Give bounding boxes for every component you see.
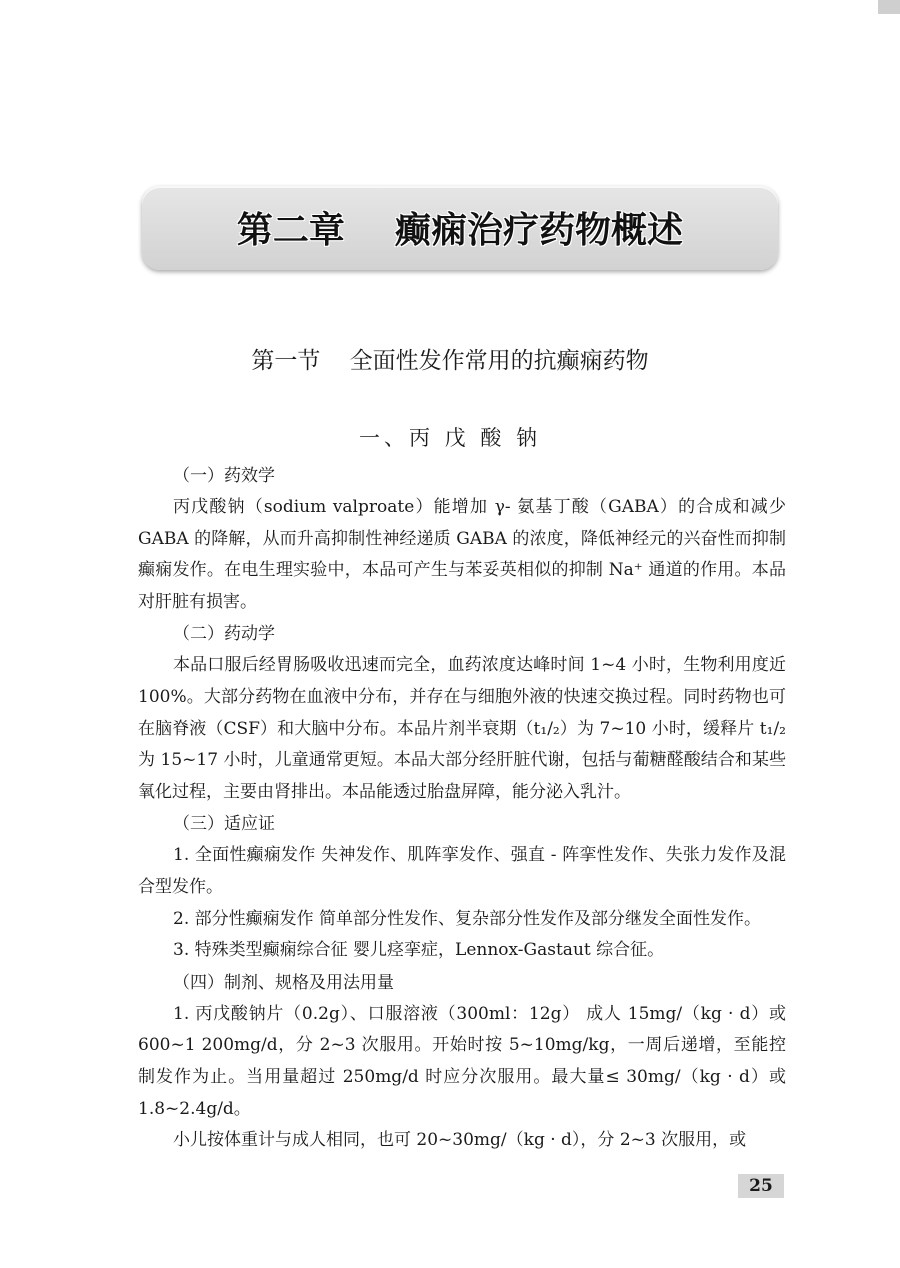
indications-heading: （三）适应证 [173, 814, 275, 835]
corner-tab-mark [878, 0, 900, 14]
dosage-item: 小儿按体重计与成人相同，也可 20~30mg/（kg · d），分 2~3 次服用，或 [173, 1130, 747, 1151]
subsection-title: 一、丙 戊 酸 钠 [358, 426, 542, 450]
pharmacodynamics-paragraph: 丙戊酸钠（sodium valproate）能增加 γ- 氨基丁酸（GABA）的合成和减少 GABA 的降解，从而升高抑制性神经递质 GABA 的浓度，降低神经元的兴奋性而抑制癫痫发作。在电生理实验中，本品可产生与苯妥英相似的抑制 Na⁺ 通道的作用。本品对肝脏有损害。 [138, 497, 786, 612]
indication-item: 3. 特殊类型癫痫综合征 婴儿痉挛症，Lennox-Gastaut 综合征。 [173, 940, 665, 961]
pharmacokinetics-paragraph: 本品口服后经胃肠吸收迅速而完全，血药浓度达峰时间 1~4 小时，生物利用度近 100%。大部分药物在血液中分布，并存在与细胞外液的快速交换过程。同时药物也可在脑脊液（CSF）和大脑中分布。本品片剂半衰期（t₁/₂）为 7~10 小时，缓释片 t₁/₂ 为 15~17 小时，儿童通常更短。本品大部分经肝脏代谢，包括与葡糖醛酸结合和某些氧化过程，主要由肾排出。本品能透过胎盘屏障，能分泌入乳汁。 [138, 655, 786, 802]
pharmacodynamics-heading: （一）药效学 [173, 466, 275, 486]
body-text [138, 460, 786, 1157]
indication-item: 1. 全面性癫痫发作 失神发作、肌阵挛发作、强直 - 阵挛性发作、失张力发作及混合型发作。 [138, 845, 786, 897]
dosage-heading: （四）制剂、规格及用法用量 [173, 972, 394, 993]
page-number: 25 [738, 1174, 784, 1198]
dosage-item: 1. 丙戊酸钠片（0.2g）、口服溶液（300ml：12g） 成人 15mg/（kg · d）或 600~1 200mg/d，分 2~3 次服用。开始时按 5~10mg/kg，一周后递增，至能控制发作为止。当用量超过 250mg/d 时应分次服用。最大量≤ 30mg/（kg · d）或 1.8~2.4g/d。 [138, 1003, 786, 1119]
chapter-banner [142, 186, 778, 270]
indication-item: 2. 部分性癫痫发作 简单部分性发作、复杂部分性发作及部分继发全面性发作。 [173, 908, 762, 929]
section-title: 第一节 全面性发作常用的抗癫痫药物 [251, 348, 649, 374]
pharmacokinetics-heading: （二）药动学 [173, 624, 275, 645]
chapter-title: 第二章 癫痫治疗药物概述 [236, 209, 684, 251]
